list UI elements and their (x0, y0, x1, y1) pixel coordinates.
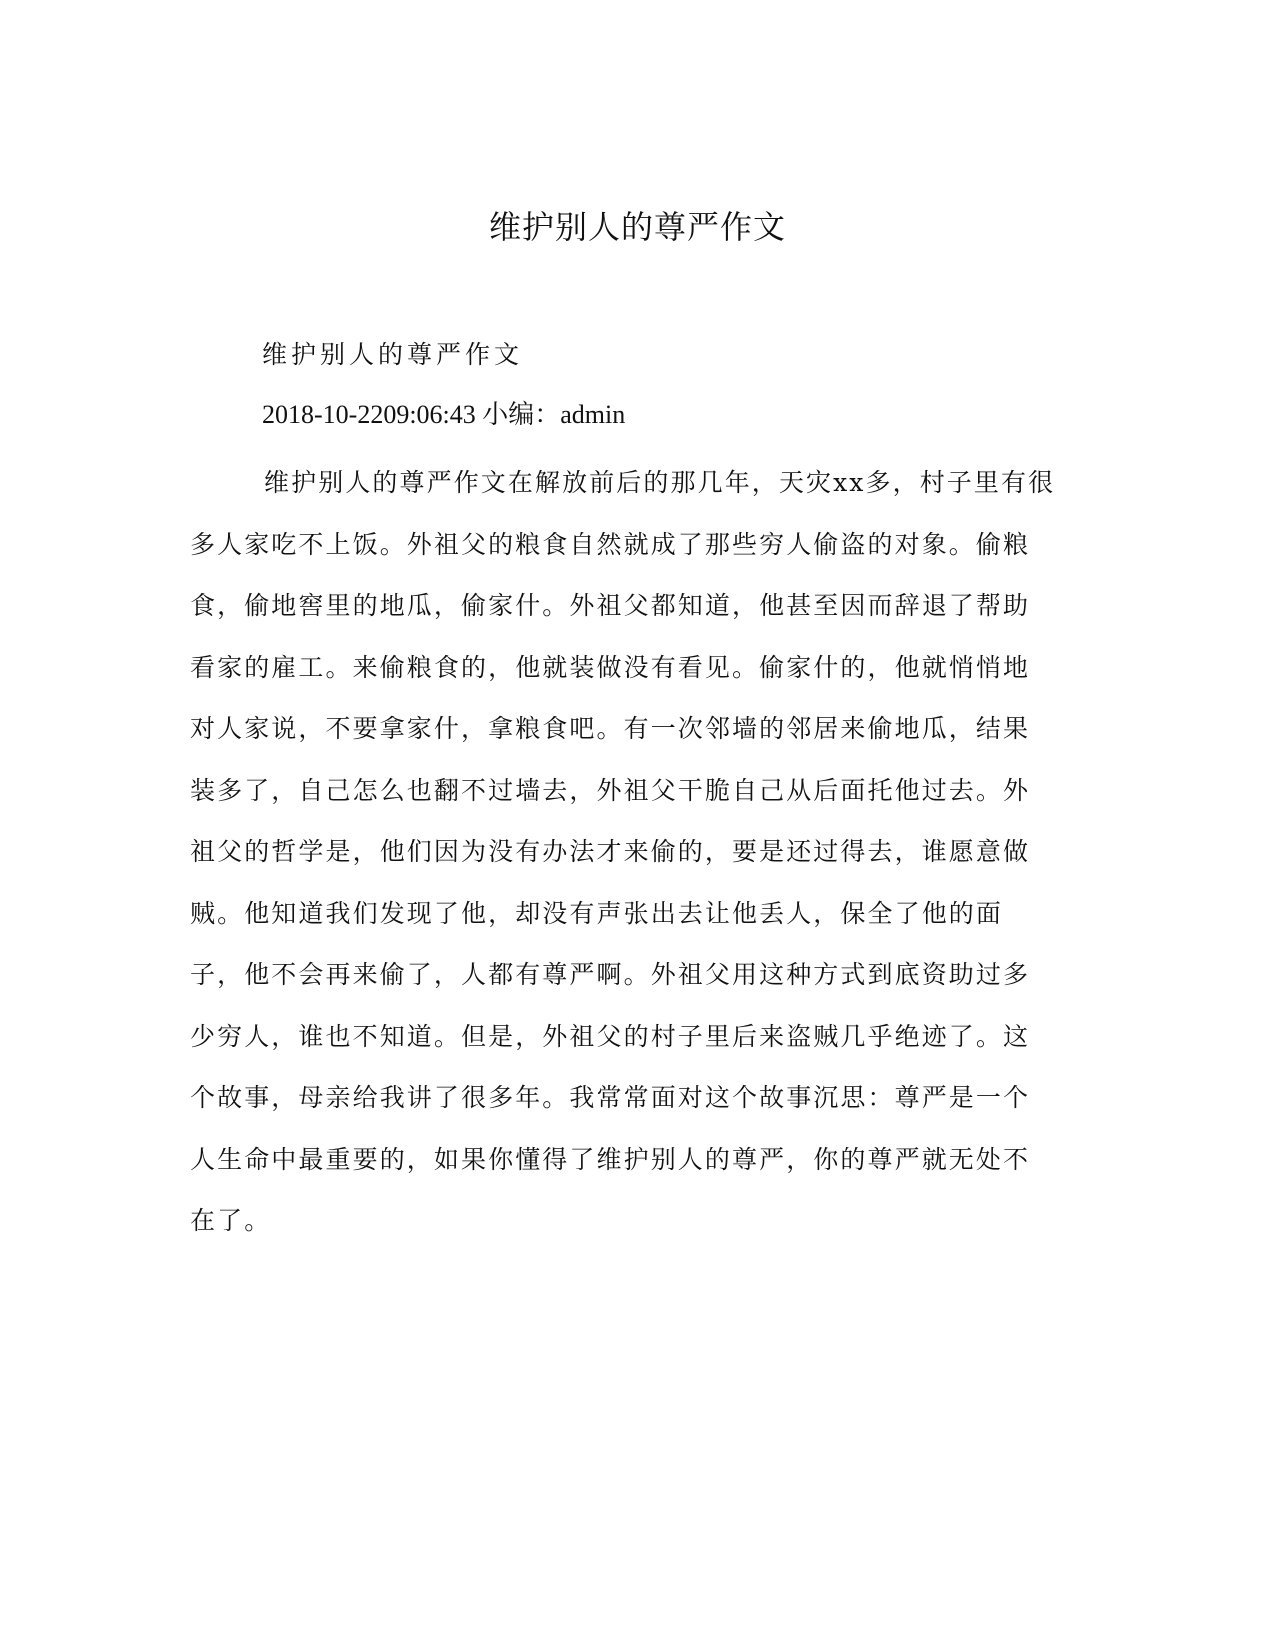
document-title: 维护别人的尊严作文 (488, 208, 786, 246)
document-subtitle: 维护别人的尊严作文 (262, 340, 524, 369)
document-body: 维护别人的尊严作文在解放前后的那几年，天灾xx多，村子里有很多人家吃不上饭。外祖父的粮食自然就成了那些穷人偷盗的对象。偷粮食，偷地窖里的地瓜，偷家什。外祖父都知道，他甚至因而辞退了帮助看家的雇工。来偷粮食的，他就装做没有看见。偷家什的，他就悄悄地对人家说，不要拿家什，拿粮食吧。有一次邻墙的邻居来偷地瓜，结果装多了，自己怎么也翻不过墙去，外祖父干脆自己从后面托他过去。外祖父的哲学是，他们因为没有办法才来偷的，要是还过得去，谁愿意做贼。他知道我们发现了他，却没有声张出去让他丢人，保全了他的面子，他不会再来偷了，人都有尊严啊。外祖父用这种方式到底资助过多少穷人，谁也不知道。但是，外祖父的村子里后来盗贼几乎绝迹了。这个故事，母亲给我讲了很多年。我常常面对这个故事沉思：尊严是一个人生命中最重要的，如果你懂得了维护别人的尊严，你的尊严就无处不在了。 (190, 468, 1056, 1235)
document-meta: 2018-10-2209:06:43 小编：admin (262, 400, 626, 429)
